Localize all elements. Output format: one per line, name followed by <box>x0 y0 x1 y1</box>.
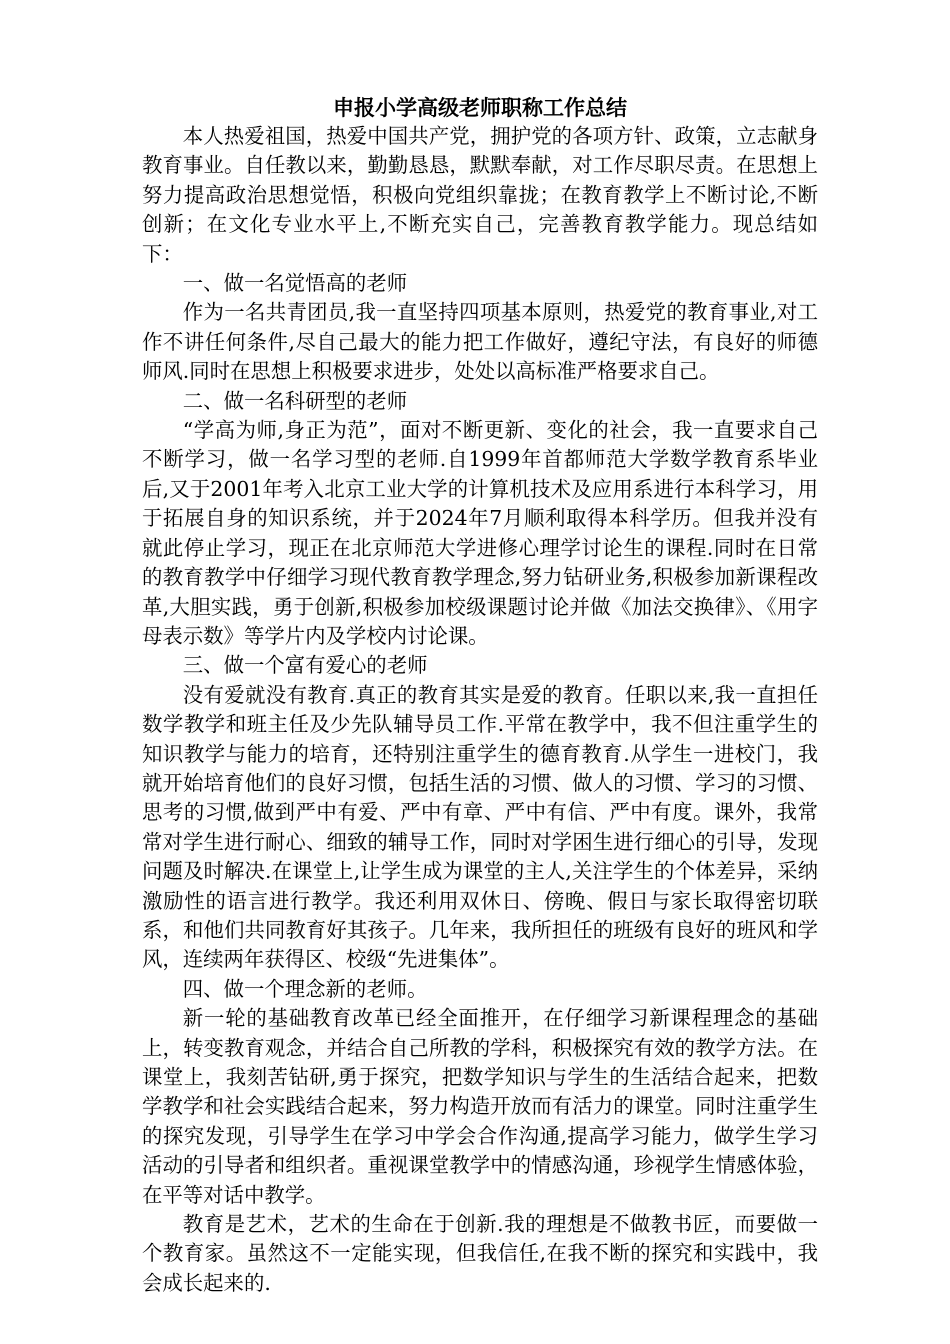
closing-paragraph: 教育是艺术，艺术的生命在于创新.我的理想是不做教书匠，而要做一个教育家。虽然这不一定能实现，但我信任,在我不断的探究和实践中，我会成长起来的. <box>142 1212 818 1295</box>
section-4-paragraph: 新一轮的基础教育改革已经全面推开，在仔细学习新课程理念的基础上，转变教育观念，并结合自己所教的学科，积极探究有效的教学方法。在课堂上，我刻苦钻研,勇于探究，把数学知识与学生的生活结合起来，把数学教学和社会实践结合起来，努力构造开放而有活力的课堂。同时注重学生的探究发现，引导学生在学习中学会合作沟通,提高学习能力，做学生学习活动的引导者和组织者。重视课堂教学中的情感沟通，珍视学生情感体验，在平等对话中教学。 <box>142 1006 818 1207</box>
section-2-heading: 二、做一名科研型的老师 <box>182 388 408 413</box>
section-3-heading: 三、做一个富有爱心的老师 <box>182 653 428 678</box>
section-4-heading: 四、做一个理念新的老师。 <box>182 976 428 1001</box>
section-1-heading: 一、做一名觉悟高的老师 <box>182 271 408 296</box>
section-2-paragraph: “学高为师,身正为范”，面对不断更新、变化的社会，我一直要求自己不断学习，做一名学习型的老师.自1999年首都师范大学数学教育系毕业后,又于2001年考入北京工业大学的计算机技术及应用系进行本科学习，用于拓展自身的知识系统，并于2024年7月顺利取得本科学历。但我并没有就此停止学习，现正在北京师范大学进修心理学讨论生的课程.同时在日常的教育教学中仔细学习现代教育教学理念,努力钻研业务,积极参加新课程改革,大胆实践，勇于创新,积极参加校级课题讨论并做《加法交换律》、《用字母表示数》等学片内及学校内讨论课。 <box>142 418 818 648</box>
section-3-paragraph: 没有爱就没有教育.真正的教育其实是爱的教育。任职以来,我一直担任数学教学和班主任及少先队辅导员工作.平常在教学中，我不但注重学生的知识教学与能力的培育，还特别注重学生的德育教育.从学生一进校门，我就开始培育他们的良好习惯，包括生活的习惯、做人的习惯、学习的习惯、思考的习惯,做到严中有爱、严中有章、严中有信、严中有度。课外，我常常对学生进行耐心、细致的辅导工作，同时对学困生进行细心的引导，发现问题及时解决.在课堂上,让学生成为课堂的主人,关注学生的个体差异，采纳激励性的语言进行教学。我还利用双休日、傍晚、假日与家长取得密切联系，和他们共同教育好其孩子。几年来，我所担任的班级有良好的班风和学风，连续两年获得区、校级“先进集体”。 <box>142 682 818 972</box>
document-page <box>142 94 818 1298</box>
section-1-paragraph: 作为一名共青团员,我一直坚持四项基本原则，热爱党的教育事业,对工作不讲任何条件,尽自己最大的能力把工作做好，遵纪守法，有良好的师德师风.同时在思想上积极要求进步，处处以高标准严格要求自己。 <box>142 300 818 384</box>
intro-paragraph: 本人热爱祖国，热爱中国共产党，拥护党的各项方针、政策，立志献身教育事业。自任教以来，勤勤恳恳，默默奉献，对工作尽职尽责。在思想上努力提高政治思想觉悟，积极向党组织靠拢；在教育教学上不断讨论,不断创新；在文化专业水平上,不断充实自己，完善教育教学能力。现总结如下： <box>142 124 818 266</box>
document-title: 申报小学高级老师职称工作总结 <box>333 95 627 120</box>
